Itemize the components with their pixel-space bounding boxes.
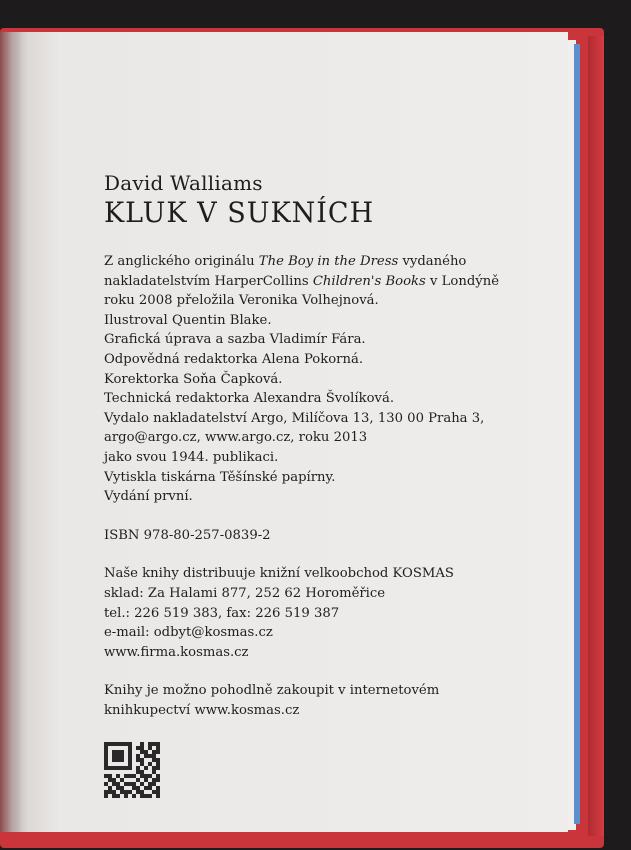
qr-code-icon	[104, 742, 160, 798]
qr-module	[156, 794, 160, 798]
credit-line	[104, 272, 544, 292]
author-name: David Walliams	[104, 171, 263, 195]
credit-line: Odpovědná redaktorka Alena Pokorná.	[104, 351, 364, 367]
shop-line: knihkupectví www.kosmas.cz	[104, 702, 300, 718]
distribution-line: sklad: Za Halami 877, 252 62 Horoměřice	[104, 585, 386, 601]
original-title: The Boy in the Dress	[258, 254, 399, 269]
imprint-page	[104, 170, 544, 798]
credit-line: jako svou 1944. publikaci.	[104, 449, 279, 465]
credit-line: Ilustroval Quentin Blake.	[104, 312, 272, 328]
spacer	[104, 662, 544, 681]
ribbon-edge	[574, 44, 580, 824]
book-cover-spine-right	[588, 36, 604, 836]
credit-line: Korektorka Soňa Čapková.	[104, 371, 283, 387]
credit-line-part: Z anglického originálu	[104, 254, 259, 269]
distribution-line: tel.: 226 519 383, fax: 226 519 387	[104, 605, 340, 621]
spacer	[104, 545, 544, 564]
credit-line-part: v Londýně	[425, 273, 500, 289]
credit-line-part: nakladatelstvím HarperCollins	[104, 273, 313, 289]
credit-line: roku 2008 přeložila Veronika Volhejnová.	[104, 293, 379, 309]
distribution-line: www.firma.kosmas.cz	[104, 644, 249, 660]
book-title: KLUK V SUKNÍCH	[104, 197, 375, 230]
spacer	[104, 507, 544, 526]
credit-line: Technická redaktorka Alexandra Švolíková.	[104, 391, 395, 407]
credit-line: Vytiskla tiskárna Těšínské papírny.	[104, 469, 336, 485]
credit-line: Vydalo nakladatelství Argo, Milíčova 13, 130 00 Praha 3,	[104, 410, 485, 426]
distribution-line: Naše knihy distribuuje knižní velkoobchod KOSMAS	[104, 566, 454, 582]
isbn: ISBN 978-80-257-0839-2	[104, 527, 271, 543]
credit-line	[104, 252, 544, 272]
credit-line: argo@argo.cz, www.argo.cz, roku 2013	[104, 430, 368, 446]
credit-line: Vydání první.	[104, 489, 193, 505]
publisher-imprint: Children's Books	[312, 273, 426, 289]
credit-line: Grafická úprava a sazba Vladimír Fára.	[104, 332, 366, 348]
shop-line: Knihy je možno pohodlně zakoupit v internetovém	[104, 683, 440, 699]
credit-line-part: vydaného	[398, 254, 467, 269]
page-gutter-shadow	[0, 32, 22, 832]
distribution-line: e-mail: odbyt@kosmas.cz	[104, 625, 273, 641]
